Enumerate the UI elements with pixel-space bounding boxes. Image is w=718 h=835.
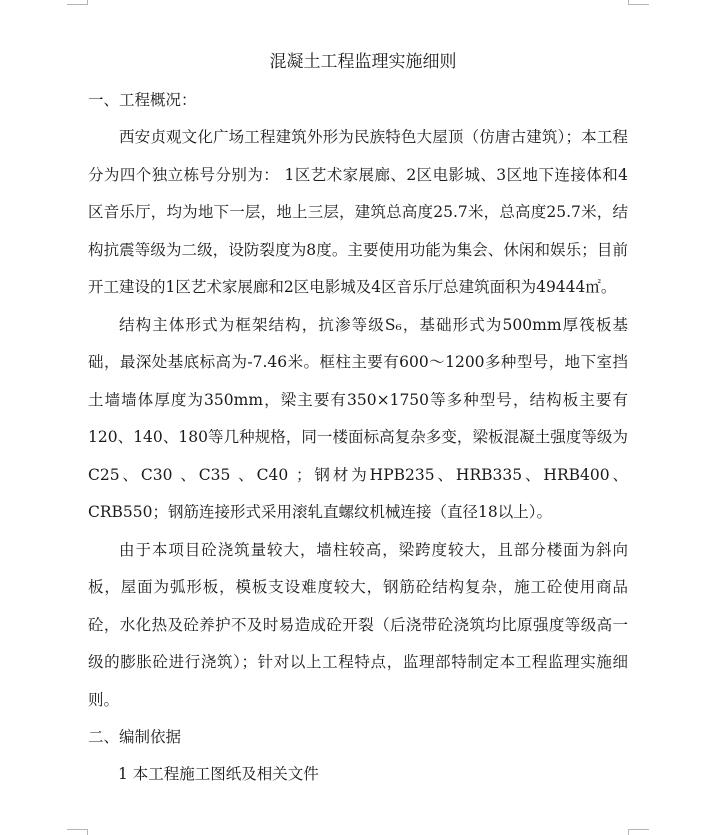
section-heading-basis: 二、编制依据 (88, 728, 182, 746)
paragraph-project-overview: 西安贞观文化广场工程建筑外形为民族特色大屋顶（仿唐古建筑）；本工程分为四个独立栋号分别为： 1区艺术家展廊、2区电影城、3区地下连接体和4区音乐厅，均为地下一层，地上三层，建筑总高度25.7米，总高度25.7米，结构抗震等级为二级，设防裂度为8度。主要使用功能为集会、休闲和娱乐；目前开工建设的1区艺术家展廊和2区电影城及4区音乐厅总建筑面积为49444㎡。 (88, 128, 628, 296)
crop-mark-top-right (628, 0, 629, 5)
crop-mark-top-left (87, 0, 88, 5)
list-item: 1 本工程施工图纸及相关文件 (118, 765, 319, 783)
section-heading-overview: 一、工程概况： (88, 91, 197, 109)
document-title: 混凝土工程监理实施细则 (269, 52, 457, 72)
crop-mark-bottom-left (67, 829, 88, 830)
paragraph-features: 由于本项目砼浇筑量较大，墙柱较高，梁跨度较大，且部分楼面为斜向板，屋面为弧形板，模板支设难度较大，钢筋砼结构复杂，施工砼使用商品砼，水化热及砼养护不及时易造成砼开裂（后浇带砼浇筑均比原强度等级高一级的膨胀砼进行浇筑）；针对以上工程特点，监理部特制定本工程监理实施细则。 (88, 540, 628, 709)
crop-mark-bottom-right (628, 829, 649, 830)
crop-mark-bottom-right (628, 829, 629, 835)
document-body[interactable] (88, 44, 628, 793)
paragraph-structure: 结构主体形式为框架结构，抗渗等级S₆，基础形式为500mm厚筏板基础，最深处基底标高为-7.46米。框柱主要有600～1200多种型号，地下室挡土墙墙体厚度为350mm，梁主要有350×1750等多种型号，结构板主要有120、140、180等几种规格，同一楼面标高复杂多变，梁板混凝土强度等级为C25、C30 、C35 、C40 ；钢材为HPB235、HRB335、HRB400、CRB550；钢筋连接形式采用滚轧直螺纹机械连接（直径18以上）。 (88, 315, 628, 521)
crop-mark-bottom-left (87, 829, 88, 835)
crop-mark-top-left (67, 4, 88, 5)
crop-mark-top-right (628, 4, 649, 5)
